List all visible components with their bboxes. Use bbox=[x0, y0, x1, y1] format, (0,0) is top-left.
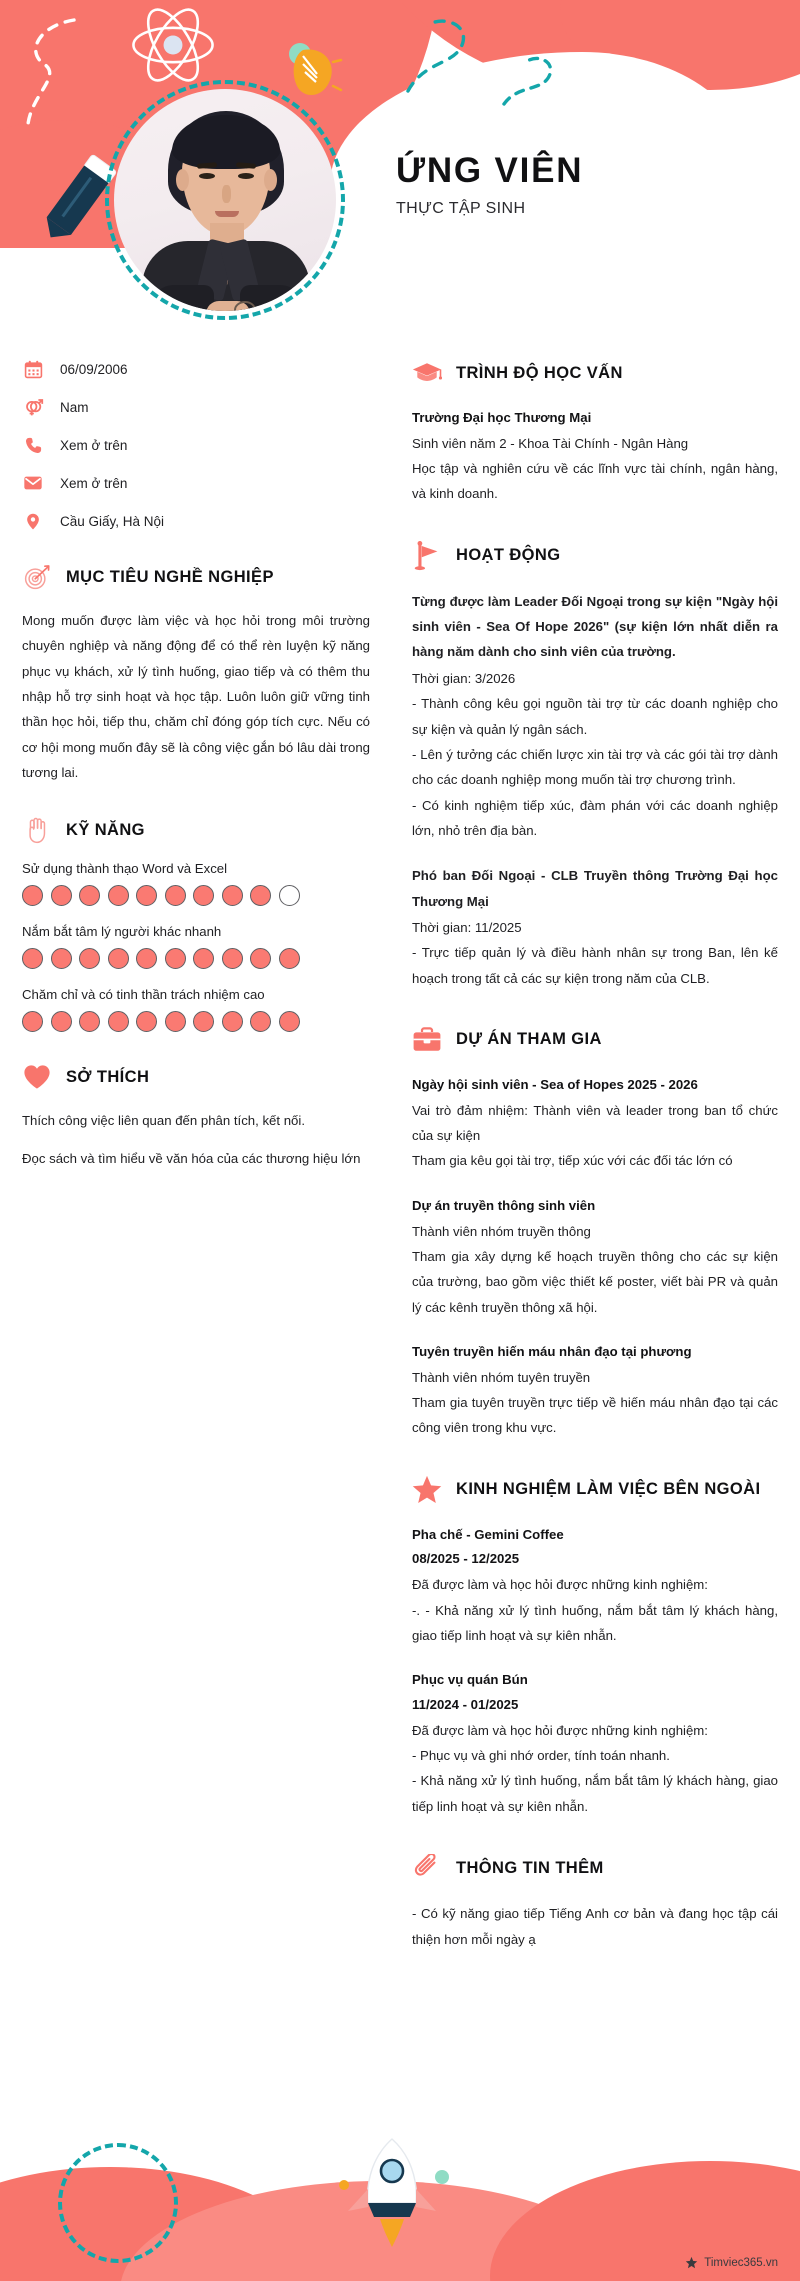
heart-icon bbox=[22, 1062, 52, 1092]
entry-bullet: - Lên ý tưởng các chiến lược xin tài trợ và các gói tài trợ dành cho các doanh nghiệp mong muốn tài trợ chương trình. bbox=[412, 746, 778, 788]
entry-line: Tham gia xây dựng kế hoạch truyền thông cho các sự kiện của trường, bao gồm việc thiết kế poster, viết bài PR và quản lý các kênh truyền thông xã hội. bbox=[412, 1248, 778, 1315]
section-header-projects bbox=[412, 1025, 778, 1055]
brand-mark-icon bbox=[685, 2256, 698, 2269]
rocket-icon bbox=[318, 2133, 468, 2253]
contact-value: Cầu Giấy, Hà Nội bbox=[60, 513, 165, 529]
right-column bbox=[412, 358, 778, 1972]
project-entry bbox=[412, 1340, 778, 1441]
section-header-skills bbox=[22, 815, 370, 845]
hobby-item: Đọc sách và tìm hiểu về văn hóa của các thương hiệu lớn bbox=[22, 1150, 361, 1166]
squiggle-decoration-right bbox=[400, 5, 510, 95]
graduation-cap-icon bbox=[412, 358, 442, 388]
objective-text: Mong muốn được làm việc và học hỏi trong môi trường chuyên nghiệp và năng động để có thể rèn luyện kỹ năng phục vụ khách, xử lý tình huống, giao tiếp và có thêm thu nhập hỗ trợ sinh hoạt và học tập. Luôn luôn giữ vững tinh thần học hỏi, tiếp thu, chăm chỉ đóng góp tích cực. Nếu có cơ hội mong muốn đây sẽ là công việc gắn bó lâu dài trong tương lai. bbox=[22, 613, 370, 781]
contact-item-email bbox=[22, 472, 370, 494]
entry-period: 11/2024 - 01/2025 bbox=[412, 1697, 519, 1713]
contact-value: Xem ở trên bbox=[60, 437, 128, 453]
skill-rating bbox=[22, 1011, 370, 1032]
entry-bullet: - Trực tiếp quản lý và điều hành nhân sự trong Ban, lên kế hoạch trong tất cả các sự kiện trong năm của CLB. bbox=[412, 945, 778, 986]
entry-title: Trường Đại học Thương Mại bbox=[412, 410, 592, 425]
entry-line: - Khả năng xử lý tình huống, nắm bắt tâm lý khách hàng, giao tiếp linh hoạt và sự kiên nhẫn. bbox=[412, 1773, 778, 1814]
activity-entry bbox=[412, 863, 778, 991]
entry-title: Phục vụ quán Bún bbox=[412, 1672, 528, 1688]
contact-item-gender bbox=[22, 396, 370, 418]
additional-entry bbox=[412, 1901, 778, 1952]
section-title: THÔNG TIN THÊM bbox=[456, 1858, 604, 1877]
avatar bbox=[105, 80, 345, 320]
entry-line: Tham gia tuyên truyền trực tiếp về hiến máu nhân đạo tại các công viên trong khu vực. bbox=[412, 1395, 778, 1436]
left-column bbox=[22, 358, 370, 1183]
atom-icon bbox=[130, 2, 216, 88]
flag-icon bbox=[412, 541, 442, 571]
entry-title: Dự án truyền thông sinh viên bbox=[412, 1197, 596, 1213]
entry-line: Vai trò đảm nhiệm: Thành viên và leader trong ban tổ chức của sự kiện bbox=[412, 1102, 778, 1144]
activity-entry bbox=[412, 589, 778, 843]
section-header-education bbox=[412, 358, 778, 388]
candidate-name: ỨNG VIÊN bbox=[396, 151, 584, 190]
section-header-objective bbox=[22, 562, 370, 592]
entry-line: - Phục vụ và ghi nhớ order, tính toán nhanh. bbox=[412, 1748, 670, 1764]
entry-time: Thời gian: 11/2025 bbox=[412, 919, 522, 935]
contact-item-birthdate bbox=[22, 358, 370, 380]
contact-value: 06/09/2006 bbox=[60, 361, 128, 377]
skill-label: Chăm chỉ và có tinh thần trách nhiệm cao bbox=[22, 987, 265, 1003]
candidate-job-title: THỰC TẬP SINH bbox=[396, 199, 526, 217]
entry-line: Đã được làm và học hỏi được những kinh nghiệm: bbox=[412, 1577, 708, 1593]
section-title: SỞ THÍCH bbox=[66, 1067, 150, 1086]
entry-title: Tuyên truyền hiến máu nhân đạo tại phương bbox=[412, 1343, 692, 1359]
entry-title: Từng được làm Leader Đối Ngoại trong sự kiện "Ngày hội sinh viên - Sea Of Hope 2026" (sự kiện lớn nhất diễn ra hàng năm dành cho sinh viên của trường. bbox=[412, 593, 778, 660]
gender-icon bbox=[22, 396, 44, 418]
entry-line: Học tập và nghiên cứu về các lĩnh vực tài chính, ngân hàng, và kinh doanh. bbox=[412, 461, 778, 502]
skill-label: Nắm bắt tâm lý người khác nhanh bbox=[22, 924, 222, 940]
cv-header bbox=[0, 0, 800, 330]
calendar-icon bbox=[22, 358, 44, 380]
section-title: HOẠT ĐỘNG bbox=[456, 546, 561, 565]
entry-line: Thành viên nhóm tuyên truyền bbox=[412, 1369, 591, 1385]
skill-item bbox=[22, 861, 370, 906]
entry-line: Thành viên nhóm truyền thông bbox=[412, 1223, 591, 1239]
section-header-activities bbox=[412, 541, 778, 571]
section-header-additional bbox=[412, 1853, 778, 1883]
section-title: DỰ ÁN THAM GIA bbox=[456, 1030, 602, 1049]
entry-line: -. - Khả năng xử lý tình huống, nắm bắt tâm lý khách hàng, giao tiếp linh hoạt và sự kiên nhẫn. bbox=[412, 1602, 778, 1643]
experience-entry bbox=[412, 1668, 778, 1819]
project-entry bbox=[412, 1194, 778, 1320]
entry-line: - Có kỹ năng giao tiếp Tiếng Anh cơ bản và đang học tập cái thiện hơn mỗi ngày ạ bbox=[412, 1906, 778, 1947]
section-title: MỤC TIÊU NGHỀ NGHIỆP bbox=[66, 567, 274, 586]
name-block bbox=[396, 152, 583, 218]
hobby-item: Thích công việc liên quan đến phân tích, kết nối. bbox=[22, 1113, 305, 1129]
entry-line: Đã được làm và học hỏi được những kinh nghiệm: bbox=[412, 1722, 708, 1738]
paperclip-icon bbox=[412, 1853, 442, 1883]
footer-credit bbox=[685, 2256, 778, 2269]
contact-value: Xem ở trên bbox=[60, 475, 128, 491]
star-icon bbox=[412, 1475, 442, 1505]
section-header-experience bbox=[412, 1475, 778, 1505]
footer-dashed-ring bbox=[58, 2143, 178, 2263]
location-pin-icon bbox=[22, 510, 44, 532]
target-icon bbox=[22, 562, 52, 592]
contact-list bbox=[22, 358, 370, 532]
section-title: KỸ NĂNG bbox=[66, 820, 145, 839]
skill-item bbox=[22, 924, 370, 969]
contact-item-address bbox=[22, 510, 370, 532]
cv-footer bbox=[0, 2091, 800, 2281]
section-header-hobbies bbox=[22, 1062, 370, 1092]
entry-time: Thời gian: 3/2026 bbox=[412, 670, 516, 686]
entry-bullet: - Thành công kêu gọi nguồn tài trợ từ các doanh nghiệp cho sự kiện và quản lý ngân sách. bbox=[412, 696, 778, 737]
email-icon bbox=[22, 472, 44, 494]
entry-title: Ngày hội sinh viên - Sea of Hopes 2025 - 2026 bbox=[412, 1076, 698, 1092]
section-title: KINH NGHIỆM LÀM VIỆC BÊN NGOÀI bbox=[456, 1480, 761, 1499]
skill-rating bbox=[22, 948, 370, 969]
entry-bullet: - Có kinh nghiệm tiếp xúc, đàm phán với các doanh nghiệp lớn, nhỏ trên địa bàn. bbox=[412, 797, 778, 838]
contact-item-phone bbox=[22, 434, 370, 456]
project-entry bbox=[412, 1073, 778, 1174]
avatar-dashed-ring bbox=[105, 80, 345, 320]
education-entry bbox=[412, 406, 778, 507]
section-title: TRÌNH ĐỘ HỌC VẤN bbox=[456, 363, 623, 382]
entry-title: Phó ban Đối Ngoại - CLB Truyền thông Trường Đại học Thương Mại bbox=[412, 868, 778, 909]
credit-text: Timviec365.vn bbox=[704, 2256, 778, 2269]
squiggle-decoration-corner bbox=[500, 50, 570, 110]
phone-icon bbox=[22, 434, 44, 456]
hand-icon bbox=[22, 815, 52, 845]
skill-label: Sử dụng thành thạo Word và Excel bbox=[22, 861, 228, 877]
contact-value: Nam bbox=[60, 399, 89, 415]
entry-line: Sinh viên năm 2 - Khoa Tài Chính - Ngân Hàng bbox=[412, 435, 689, 451]
briefcase-icon bbox=[412, 1025, 442, 1055]
skill-rating bbox=[22, 885, 370, 906]
squiggle-decoration-left bbox=[18, 12, 88, 132]
skill-item bbox=[22, 987, 370, 1032]
entry-line: Tham gia kêu gọi tài trợ, tiếp xúc với các đối tác lớn có bbox=[412, 1153, 733, 1169]
experience-entry bbox=[412, 1523, 778, 1649]
entry-title: Pha chế - Gemini Coffee bbox=[412, 1526, 564, 1542]
entry-period: 08/2025 - 12/2025 bbox=[412, 1551, 520, 1567]
